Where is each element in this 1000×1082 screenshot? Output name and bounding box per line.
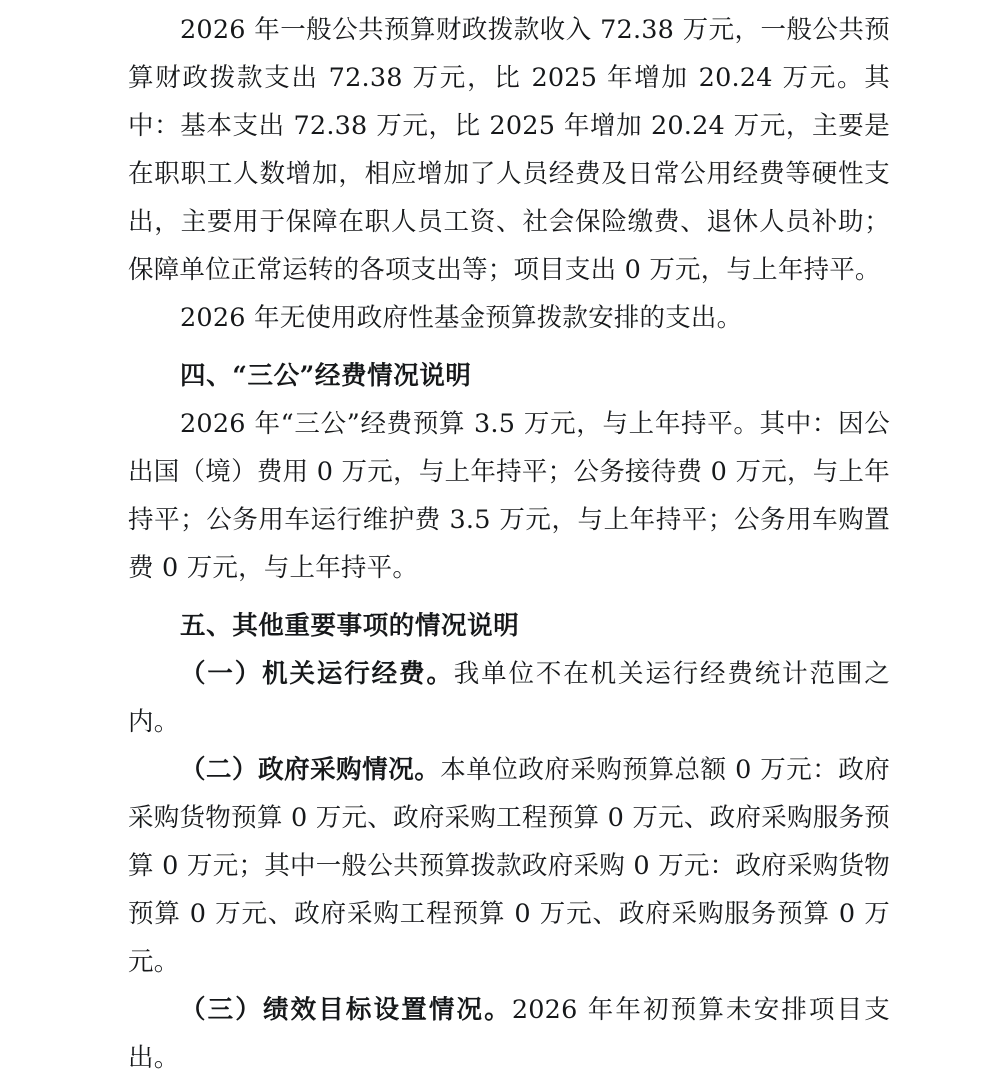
paragraph-government-fund: 2026 年无使用政府性基金预算拨款安排的支出。 [180, 303, 743, 333]
spacer [128, 342, 890, 352]
paragraph-item-one-body: 我单位不在机关运行经费统计范围之内。 [128, 659, 890, 737]
paragraph-item-one-lead: （一）机关运行经费。 [180, 659, 454, 689]
paragraph-item-three-body: 2026 年年初预算未安排项目支出。 [128, 995, 890, 1073]
heading-section-four: 四、“三公”经费情况说明 [180, 361, 472, 391]
paragraph-item-three [128, 986, 890, 1082]
paragraph-general-budget: 2026 年一般公共预算财政拨款收入 72.38 万元，一般公共预算财政拨款支出 72.38 万元，比 2025 年增加 20.24 万元。其中：基本支出 72.38 万元，比 2025 年增加 20.24 万元，主要是在职职工人数增加，相应增加了人员经费及日常公用经费等硬性支出，主要用于保障在职人员工资、社会保险缴费、退休人员补助；保障单位正常运转的各项支出等；项目支出 0 万元，与上年持平。 [128, 15, 890, 285]
paragraph-item-two [128, 746, 890, 986]
spacer [128, 592, 890, 602]
paragraph-item-two-body: 本单位政府采购预算总额 0 万元：政府采购货物预算 0 万元、政府采购工程预算 0 万元、政府采购服务预算 0 万元；其中一般公共预算拨款政府采购 0 万元：政府采购货物预算 0 万元、政府采购工程预算 0 万元、政府采购服务预算 0 万元。 [128, 755, 890, 977]
paragraph-item-two-lead: （二）政府采购情况。 [180, 755, 441, 785]
paragraph-three-public-funds: 2026 年“三公”经费预算 3.5 万元，与上年持平。其中：因公出国（境）费用 0 万元，与上年持平；公务接待费 0 万元，与上年持平；公务用车运行维护费 3.5 万元，与上年持平；公务用车购置费 0 万元，与上年持平。 [128, 409, 890, 583]
paragraph-item-three-lead: （三）绩效目标设置情况。 [180, 995, 512, 1025]
paragraph-item-one [128, 650, 890, 746]
heading-section-five: 五、其他重要事项的情况说明 [180, 611, 520, 641]
